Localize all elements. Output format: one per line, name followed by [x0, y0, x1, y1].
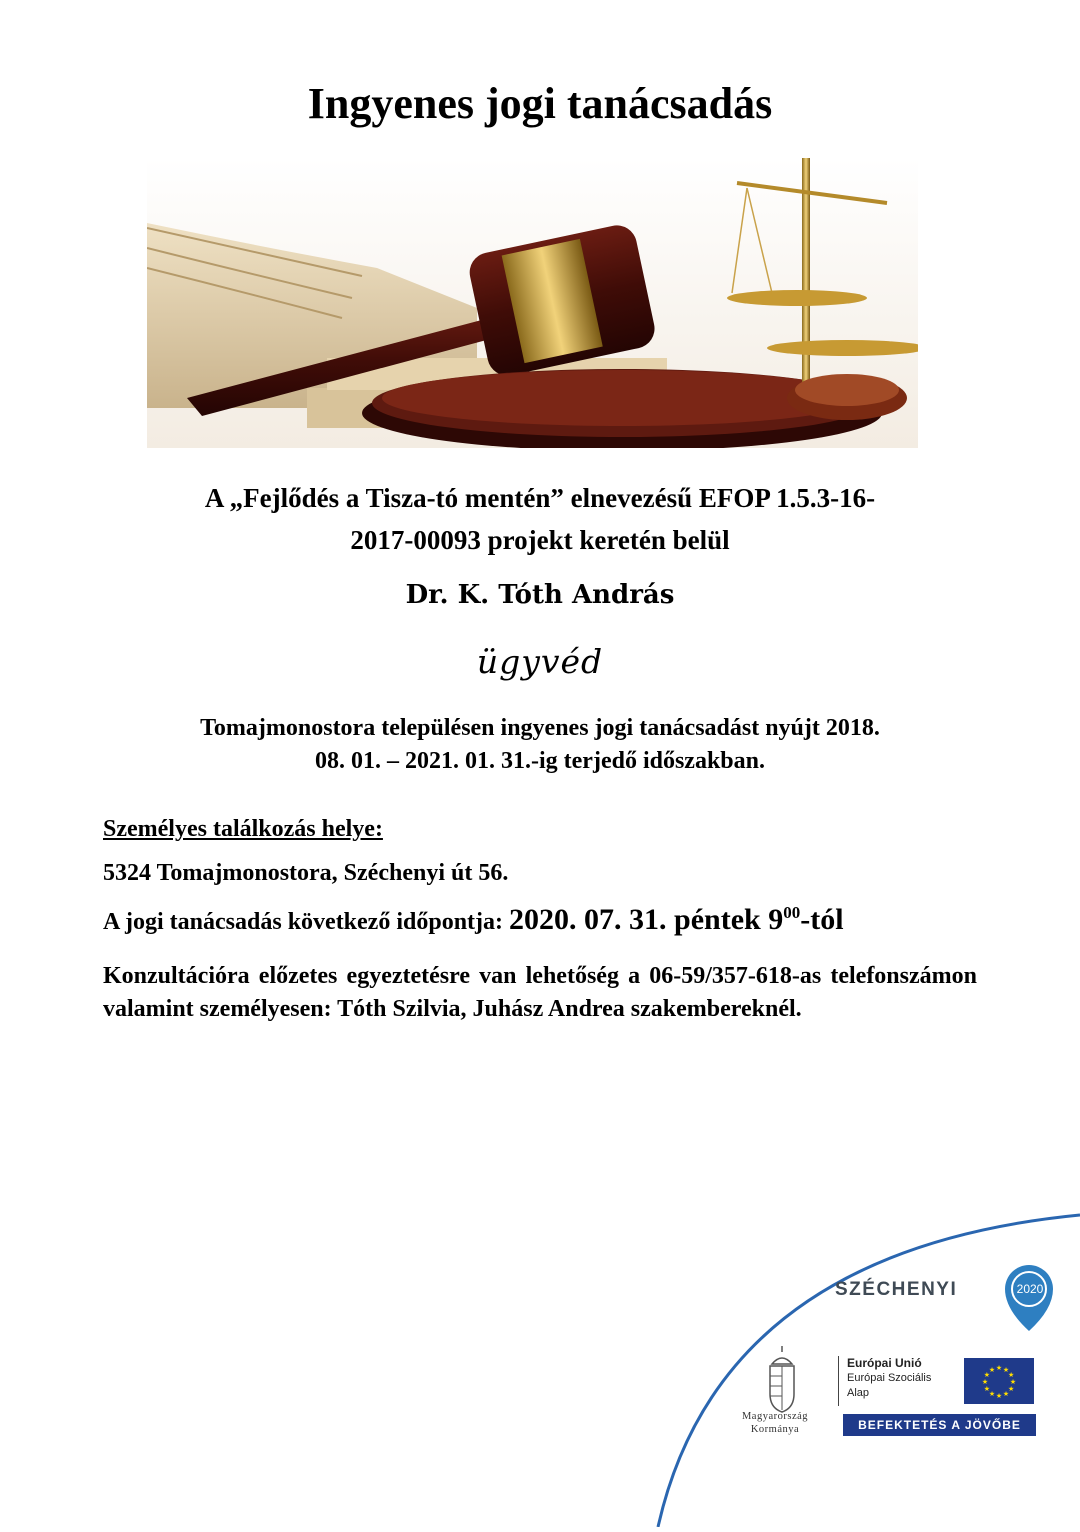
- next-appointment-label: A jogi tanácsadás következő időpontja:: [103, 909, 510, 935]
- next-appointment: [103, 903, 844, 937]
- eu-flag-icon: [964, 1358, 1034, 1404]
- meeting-address: 5324 Tomajmonostora, Széchenyi út 56.: [103, 860, 509, 886]
- eu-star-icon: ★: [1002, 1390, 1010, 1399]
- service-line-1: Tomajmonostora településen ingyenes jogi tanácsadást nyújt 2018.: [200, 715, 880, 741]
- eu-star-icon: ★: [1009, 1378, 1017, 1386]
- page-title: Ingyenes jogi tanácsadás: [307, 79, 773, 128]
- intro-line-1: A „Fejlődés a Tisza-tó mentén” elnevezésű EFOP 1.5.3-16-: [204, 483, 876, 513]
- government-logo-text: [725, 1410, 825, 1436]
- eu-star-icon: ★: [1007, 1385, 1015, 1393]
- next-appointment-suffix: -tól: [800, 903, 844, 936]
- eu-star-icon: ★: [1007, 1371, 1015, 1379]
- szechenyi-logo-text: [835, 1279, 957, 1301]
- szechenyi-year: 2020: [1016, 1282, 1044, 1296]
- eu-star-icon: ★: [1002, 1365, 1010, 1374]
- eu-line-1: Európai Unió: [847, 1356, 922, 1370]
- hungarian-coat-of-arms-icon: [770, 1346, 794, 1412]
- government-line-2: Kormánya: [750, 1424, 800, 1435]
- service-description: [100, 712, 980, 778]
- intro-line-2: 2017-00093 projekt keretén belül: [350, 525, 730, 555]
- meeting-place-label: Személyes találkozás helye:: [103, 816, 383, 842]
- next-appointment-day: 2020. 07. 31. péntek 9: [509, 903, 784, 936]
- szechenyi-word: SZÉCHENYI: [835, 1279, 958, 1300]
- project-intro: [100, 477, 980, 561]
- service-line-2: 08. 01. – 2021. 01. 31.-ig terjedő időszakban.: [315, 748, 765, 774]
- eu-star-icon: ★: [995, 1364, 1003, 1372]
- eu-star-icon: ★: [988, 1390, 996, 1399]
- next-appointment-date: [509, 903, 844, 936]
- eu-star-icon: ★: [995, 1392, 1003, 1400]
- lawyer-name: Dr. K. Tóth András: [405, 580, 675, 610]
- eu-fund-label: [838, 1356, 950, 1406]
- szechenyi-pin-icon: [1005, 1265, 1053, 1331]
- next-appointment-minutes: 00: [783, 903, 801, 922]
- eu-star-icon: ★: [983, 1371, 991, 1379]
- lawyer-role: ügyvéd: [476, 642, 604, 681]
- eu-line-3: Alap: [847, 1387, 870, 1399]
- gavel-books-scales-photo: [147, 158, 918, 448]
- eu-star-icon: ★: [983, 1385, 991, 1393]
- eu-star-icon: ★: [981, 1378, 989, 1386]
- eu-star-icon: ★: [988, 1365, 996, 1374]
- consultation-info: Konzultációra előzetes egyeztetésre van lehetőség a 06-59/357-618-as telefonszámon valamint személyesen: Tóth Szilvia, Juhász Andrea szakembereknél.: [103, 963, 977, 1022]
- eu-line-2: Európai Szociális: [847, 1372, 932, 1384]
- invest-slogan: BEFEKTETÉS A JÖVŐBE: [843, 1414, 1036, 1436]
- government-line-1: Magyarország: [741, 1411, 809, 1422]
